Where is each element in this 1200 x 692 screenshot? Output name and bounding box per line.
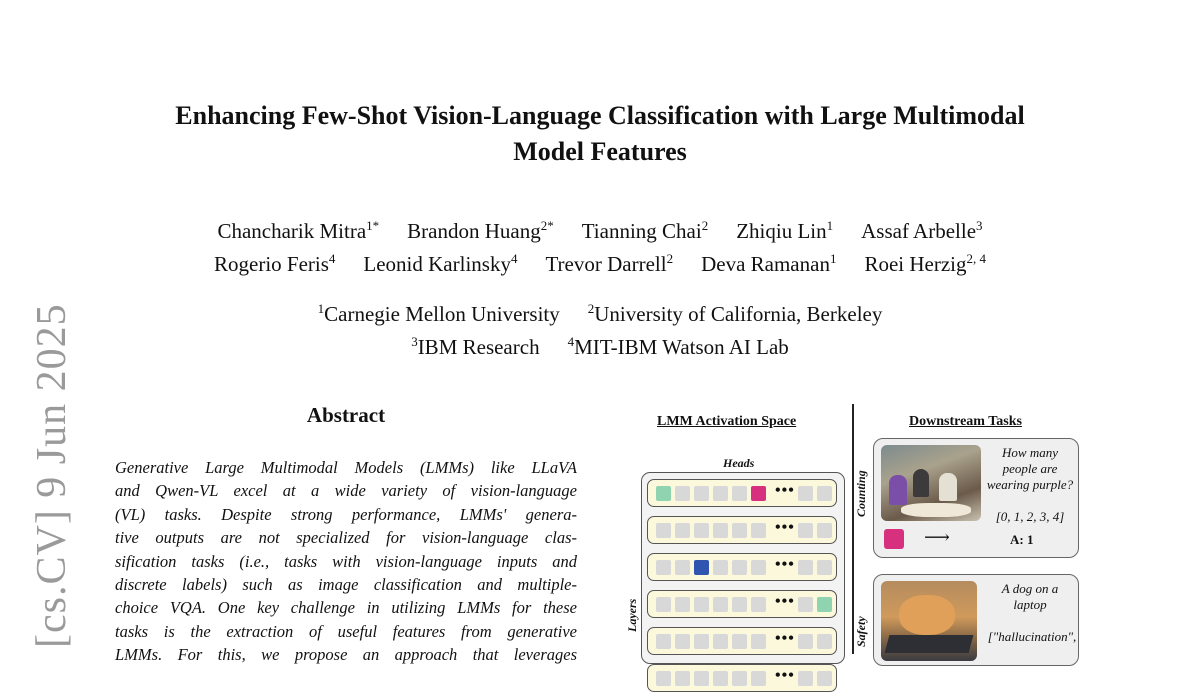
- affiliation-list: [100, 295, 1100, 361]
- attention-head: [694, 486, 709, 501]
- author-name: Chancharik Mitra: [217, 219, 367, 243]
- counting-task-card: [854, 438, 1079, 558]
- author-name: Deva Ramanan: [701, 252, 830, 276]
- layer-row: [647, 516, 837, 544]
- author-row-2: [100, 245, 1100, 278]
- counting-photo: [881, 445, 981, 521]
- affiliation-name: University of California, Berkeley: [594, 302, 883, 326]
- counting-options: [0, 1, 2, 3, 4]: [995, 509, 1065, 524]
- superscript: 3: [976, 218, 983, 233]
- author: [701, 252, 836, 276]
- author: [582, 219, 709, 243]
- abstract-line: discrete labels) such as image classification and multiple-: [115, 575, 577, 595]
- affiliation-name: IBM Research: [417, 335, 540, 359]
- title-line-1: Enhancing Few-Shot Vision-Language Classification with Large Multimodal: [175, 101, 1025, 130]
- affiliation-row-1: [100, 295, 1100, 328]
- author: [864, 252, 986, 276]
- superscript: 4: [567, 334, 575, 349]
- attention-head: [798, 671, 813, 686]
- attention-head: [798, 634, 813, 649]
- attention-head: [656, 671, 671, 686]
- ellipsis: •••: [775, 667, 795, 684]
- attention-head-highlighted: [656, 486, 671, 501]
- author-name: Rogerio Feris: [214, 252, 329, 276]
- attention-head: [656, 523, 671, 538]
- superscript: 2: [701, 218, 709, 233]
- arxiv-stamp: [cs.CV] 9 Jun 2025: [29, 303, 75, 648]
- affiliation-name: MIT-IBM Watson AI Lab: [574, 335, 789, 359]
- author-row-1: [100, 212, 1100, 245]
- attention-head: [798, 560, 813, 575]
- attention-head: [751, 634, 766, 649]
- layers-label: Layers: [625, 598, 639, 632]
- ellipsis: •••: [775, 519, 795, 536]
- attention-head: [751, 597, 766, 612]
- attention-head: [713, 486, 728, 501]
- layer-row: [647, 590, 837, 618]
- superscript: 1: [317, 301, 325, 316]
- affiliation-row-2: [100, 328, 1100, 361]
- safety-caption: A dog on a laptop: [1001, 581, 1059, 612]
- ellipsis: •••: [775, 630, 795, 647]
- dog: [899, 595, 955, 635]
- author: [736, 219, 833, 243]
- safety-options: ["hallucination",: [987, 629, 1077, 644]
- attention-head: [713, 671, 728, 686]
- affiliation: [411, 335, 539, 359]
- attention-head: [817, 523, 832, 538]
- attention-head: [732, 523, 747, 538]
- author-name: Leonid Karlinsky: [363, 252, 511, 276]
- affiliation: [318, 302, 560, 326]
- layer-stack: [641, 472, 845, 684]
- person-light: [939, 473, 957, 501]
- attention-head: [675, 671, 690, 686]
- attention-head: [694, 671, 709, 686]
- author-name: Zhiqiu Lin: [736, 219, 827, 243]
- attention-head: [751, 560, 766, 575]
- ellipsis: •••: [775, 556, 795, 573]
- superscript: 1: [826, 218, 834, 233]
- attention-head: [675, 560, 690, 575]
- author: [545, 252, 673, 276]
- layer-row: [647, 664, 837, 692]
- teaser-figure: [615, 400, 1095, 684]
- attention-head: [751, 523, 766, 538]
- attention-head: [751, 671, 766, 686]
- person-dark: [913, 469, 929, 497]
- layer-row: [647, 627, 837, 655]
- attention-head: [817, 634, 832, 649]
- attention-head-highlighted: [751, 486, 766, 501]
- superscript: 4: [328, 251, 336, 266]
- attention-head: [656, 560, 671, 575]
- attention-head: [656, 634, 671, 649]
- abstract-line: (VL) tasks. Despite strong performance, LMMs' genera-: [115, 504, 577, 524]
- author: [363, 252, 517, 276]
- author-name: Brandon Huang: [407, 219, 541, 243]
- attention-head: [675, 486, 690, 501]
- affiliation: [588, 302, 883, 326]
- safety-label: Safety: [854, 616, 868, 647]
- abstract-line: choice VQA. One key challenge in utilizing LMMs for these: [115, 598, 577, 618]
- ellipsis: •••: [775, 482, 795, 499]
- attention-head: [732, 486, 747, 501]
- attention-head: [798, 597, 813, 612]
- superscript: 1: [829, 251, 837, 266]
- attention-head: [713, 560, 728, 575]
- attention-head: [694, 634, 709, 649]
- affiliation-name: Carnegie Mellon University: [324, 302, 560, 326]
- attention-head: [817, 671, 832, 686]
- author-name: Assaf Arbelle: [861, 219, 977, 243]
- abstract-body: [115, 456, 577, 667]
- selected-head-swatch: [884, 529, 904, 549]
- abstract-line: sification tasks (i.e., tasks with vision-language inputs and: [115, 551, 577, 571]
- attention-head: [713, 597, 728, 612]
- attention-head: [817, 560, 832, 575]
- attention-head: [732, 671, 747, 686]
- abstract-line: Generative Large Multimodal Models (LMMs) like LLaVA: [115, 458, 577, 477]
- abstract-line: LMMs. For this, we propose an approach that leverages: [115, 645, 577, 665]
- author-name: Tianning Chai: [581, 219, 702, 243]
- ellipsis: •••: [775, 593, 795, 610]
- heads-label: Heads: [723, 456, 755, 470]
- author: [861, 219, 982, 243]
- author: [214, 252, 335, 276]
- author: [407, 219, 554, 243]
- attention-head: [675, 523, 690, 538]
- attention-head: [732, 597, 747, 612]
- laptop: [885, 635, 974, 653]
- person-purple: [889, 475, 907, 505]
- activation-space-header: LMM Activation Space: [657, 414, 797, 429]
- layer-row: [647, 479, 837, 507]
- abstract-line: tasks is the extraction of useful features from generative: [115, 621, 577, 641]
- abstract-line: tive outputs are not specialized for vision-language clas-: [115, 528, 577, 548]
- affiliation: [568, 335, 789, 359]
- attention-head-highlighted: [817, 597, 832, 612]
- attention-head: [713, 634, 728, 649]
- attention-head: [713, 523, 728, 538]
- abstract-line: and Qwen-VL excel at a wide variety of vision-language: [115, 481, 577, 501]
- layer-row: [647, 553, 837, 581]
- attention-head: [732, 634, 747, 649]
- attention-head: [694, 597, 709, 612]
- attention-head: [798, 523, 813, 538]
- safety-task-card: [854, 574, 1079, 666]
- superscript: 1*: [366, 218, 380, 233]
- superscript: 4: [510, 251, 518, 266]
- paper-title: [100, 98, 1100, 170]
- author-list: [100, 212, 1100, 278]
- title-line-2: Model Features: [513, 137, 687, 166]
- table: [901, 503, 971, 517]
- superscript: 2: [666, 251, 674, 266]
- author-name: Trevor Darrell: [545, 252, 667, 276]
- attention-head: [675, 597, 690, 612]
- superscript: 2: [587, 301, 595, 316]
- counting-label: Counting: [854, 470, 868, 517]
- safety-photo: [881, 581, 977, 661]
- downstream-tasks-header: Downstream Tasks: [909, 414, 1022, 429]
- superscript: 3: [411, 334, 418, 349]
- counting-question: How many people are wearing purple?: [986, 445, 1074, 492]
- superscript: 2*: [540, 218, 554, 233]
- attention-head: [694, 523, 709, 538]
- arrow-icon: ⟶: [924, 527, 950, 547]
- attention-head-highlighted: [694, 560, 709, 575]
- attention-head: [732, 560, 747, 575]
- superscript: 2, 4: [966, 251, 986, 266]
- attention-head: [675, 634, 690, 649]
- author-name: Roei Herzig: [864, 252, 967, 276]
- attention-head: [656, 597, 671, 612]
- counting-answer: A: 1: [1010, 532, 1034, 547]
- attention-head: [817, 486, 832, 501]
- author: [217, 219, 379, 243]
- attention-head: [798, 486, 813, 501]
- abstract-heading: Abstract: [306, 403, 386, 427]
